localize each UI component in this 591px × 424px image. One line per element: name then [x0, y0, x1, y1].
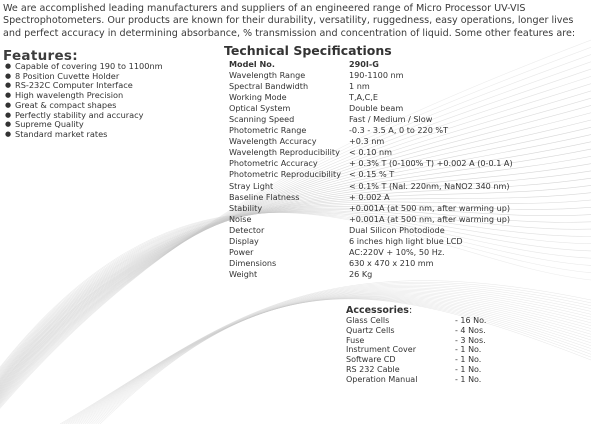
spec-row	[226, 147, 589, 158]
accessories-title: Accessories	[346, 305, 409, 316]
technical-specifications-heading: Technical Specifications	[224, 43, 392, 58]
bullet-icon: ●	[5, 71, 12, 80]
spec-row	[226, 92, 589, 103]
spec-value: 290I-G	[349, 59, 379, 69]
accessories-colon: :	[408, 305, 413, 316]
spec-row	[226, 269, 589, 280]
spec-key: Photometric Range	[229, 125, 307, 136]
spec-value: +0.001A (at 500 nm, after warming up)	[349, 202, 510, 213]
spec-row	[226, 169, 589, 180]
feature-text: Supreme Quality	[15, 119, 84, 130]
spec-value: + 0.002 A	[349, 191, 390, 202]
spec-value: + 0.3% T (0-100% T) +0.002 A (0-0.1 A)	[349, 158, 513, 169]
spec-key: Photometric Reproducibility	[229, 169, 342, 180]
accessory-item: RS 232 Cable	[346, 364, 400, 374]
spec-key: Spectral Bandwidth	[229, 81, 309, 92]
spec-key: Dimensions	[229, 257, 277, 268]
spec-key: Baseline Flatness	[229, 191, 300, 202]
bullet-icon: ●	[5, 81, 12, 90]
accessory-row	[346, 345, 535, 355]
accessory-row	[346, 355, 535, 365]
spec-row	[226, 70, 589, 81]
feature-text: Perfectly stability and accuracy	[15, 109, 144, 120]
accessory-row	[346, 365, 535, 375]
intro-paragraph: We are accomplished leading manufacturers and suppliers of an engineered range of Micro Processor UV-VIS Spectrophotometers. Our products are known for their durability, versatility, ruggedness, easy operations, longer lives and perfect accuracy in determining absorbance, % transmission and concentration of liquid. Some other features are:	[3, 3, 576, 39]
accessory-qty: - 4 Nos.	[455, 325, 486, 335]
spec-row	[226, 158, 589, 169]
features-list	[4, 62, 163, 140]
feature-text: Great & compact shapes	[15, 99, 117, 110]
accessory-item: Operation Manual	[346, 374, 418, 384]
accessory-qty: - 1 No.	[455, 355, 482, 365]
spec-key: Scanning Speed	[229, 114, 295, 125]
spec-key: Wavelength Accuracy	[229, 136, 317, 147]
accessory-item: Software CD	[346, 355, 396, 365]
spec-value: AC:220V + 10%, 50 Hz.	[349, 246, 445, 257]
spec-row	[226, 103, 589, 114]
specifications-table	[226, 59, 589, 280]
spec-value: 630 x 470 x 210 mm	[349, 257, 434, 268]
features-heading: Features:	[3, 48, 78, 64]
spec-key: Display	[229, 235, 259, 246]
bullet-icon: ●	[5, 110, 12, 119]
spec-key: Optical System	[229, 103, 291, 114]
spec-row	[226, 247, 589, 258]
spec-value: < 0.10 nm	[349, 147, 392, 158]
accessory-item: Quartz Cells	[346, 325, 395, 335]
accessory-item: Instrument Cover	[346, 345, 416, 355]
accessory-row	[346, 326, 535, 336]
spec-value: Fast / Medium / Slow	[349, 114, 433, 125]
spec-key: Wavelength Reproducibility	[229, 147, 340, 158]
bullet-icon: ●	[5, 129, 12, 138]
spec-value: < 0.15 % T	[349, 169, 395, 180]
accessory-qty: - 1 No.	[455, 364, 482, 374]
spec-value: -0.3 - 3.5 A, 0 to 220 %T	[349, 125, 449, 136]
feature-text: Capable of covering 190 to 1100nm	[15, 61, 163, 71]
bullet-icon: ●	[5, 100, 12, 109]
bullet-icon: ●	[5, 91, 12, 100]
spec-value: < 0.1% T (Nal. 220nm, NaNO2 340 nm)	[349, 180, 510, 191]
spec-value: +0.001A (at 500 nm, after warming up)	[349, 213, 510, 224]
spec-row	[226, 236, 589, 247]
spec-row	[226, 81, 589, 92]
spec-value: +0.3 nm	[349, 136, 385, 147]
accessories-table	[346, 316, 535, 385]
bullet-icon: ●	[5, 62, 12, 70]
feature-text: High wavelength Precision	[15, 90, 124, 101]
spec-key: Working Mode	[229, 92, 287, 103]
feature-text: 8 Position Cuvette Holder	[15, 70, 120, 81]
spec-value: Double beam	[349, 103, 404, 114]
spec-key: Noise	[229, 213, 252, 224]
spec-row	[226, 225, 589, 236]
spec-key: Stray Light	[229, 180, 274, 191]
accessory-qty: - 3 Nos.	[455, 335, 486, 345]
spec-row	[226, 59, 589, 70]
bullet-icon: ●	[5, 120, 12, 129]
spec-row	[226, 192, 589, 203]
spec-value: 26 Kg	[349, 268, 373, 279]
spec-row	[226, 258, 589, 269]
feature-text: RS-232C Computer Interface	[15, 80, 133, 91]
accessory-row	[346, 375, 535, 385]
spec-key: Power	[229, 246, 254, 257]
feature-item	[4, 130, 163, 140]
spec-key: Wavelength Range	[229, 70, 306, 81]
spec-row	[226, 125, 589, 136]
spec-value: 190-1100 nm	[349, 70, 404, 81]
accessory-qty: - 1 No.	[455, 374, 482, 384]
spec-key: Model No.	[229, 59, 275, 69]
spec-key: Stability	[229, 202, 263, 213]
spec-value: 6 inches high light blue LCD	[349, 235, 463, 246]
accessory-qty: - 16 No.	[455, 316, 487, 325]
spec-value: 1 nm	[349, 81, 370, 92]
accessories-heading	[346, 305, 412, 316]
accessory-qty: - 1 No.	[455, 345, 482, 355]
spec-key: Weight	[229, 268, 258, 279]
accessory-item: Fuse	[346, 335, 365, 345]
accessory-item: Glass Cells	[346, 316, 390, 325]
spec-row	[226, 203, 589, 214]
spec-value: Dual Silicon Photodiode	[349, 224, 445, 235]
spec-value: T,A,C,E	[349, 92, 378, 103]
spec-row	[226, 181, 589, 192]
accessory-row	[346, 316, 535, 326]
accessory-row	[346, 336, 535, 346]
spec-key: Detector	[229, 224, 265, 235]
spec-row	[226, 136, 589, 147]
spec-row	[226, 214, 589, 225]
spec-row	[226, 114, 589, 125]
feature-text: Standard market rates	[15, 128, 108, 139]
spec-key: Photometric Accuracy	[229, 158, 318, 169]
